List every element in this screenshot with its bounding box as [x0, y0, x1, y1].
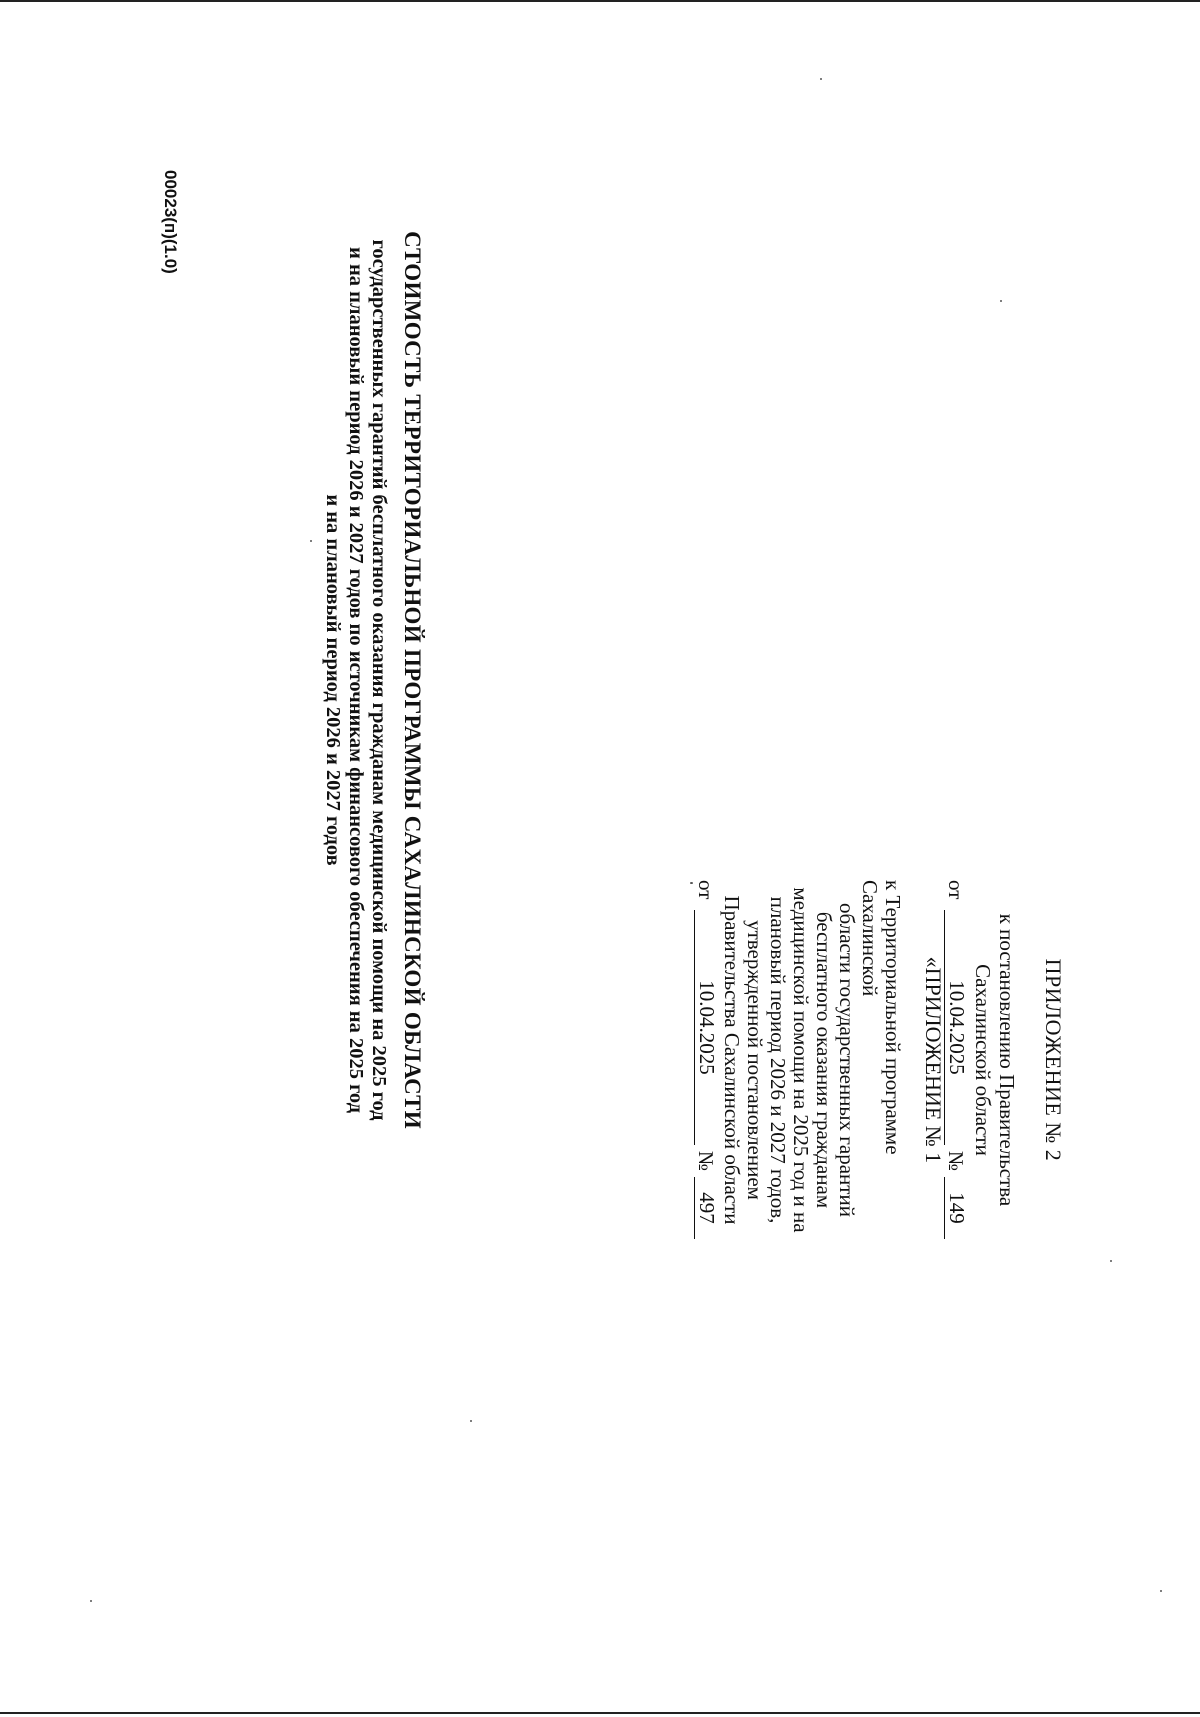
appendix-1-number: 497	[694, 1177, 718, 1239]
scan-speck	[470, 1420, 472, 1422]
appendix-2-block	[944, 880, 1065, 1240]
appendix-1-block	[694, 880, 945, 1240]
appendix-2-line-1: к постановлению Правительства	[995, 913, 1019, 1207]
appendix-1-line: медицинской помощи на 2025 год и на	[789, 887, 813, 1233]
appendix-1-from-label: от	[694, 880, 718, 900]
document-subtitle-line-2: и на плановый период 2026 и 2027 годов по источникам финансового обеспечения на 2025 год	[345, 247, 367, 1113]
appendix-2-date-row	[944, 880, 969, 1240]
appendix-1-title: «ПРИЛОЖЕНИЕ № 1	[921, 956, 946, 1164]
appendix-1-line: к Территориальной программе Сахалинской	[858, 880, 905, 1155]
appendix-1-line: бесплатного оказания гражданам	[812, 911, 836, 1209]
document-subtitle-line-1: государственных гарантий бесплатного оказания гражданам медицинской помощи на 2025 год	[368, 239, 390, 1121]
appendix-2-from-label: от	[944, 880, 968, 900]
appendix-1-line: Правительства Сахалинской области	[720, 895, 744, 1225]
scan-speck	[820, 78, 822, 80]
appendix-2-line-2: Сахалинской области	[971, 964, 995, 1156]
appendix-2-title: ПРИЛОЖЕНИЕ № 2	[1041, 958, 1066, 1162]
appendix-1-number-label: №	[694, 1150, 718, 1172]
document-subtitle-line-3: и на плановый период 2026 и 2027 годов	[322, 494, 344, 866]
scan-speck	[1160, 1590, 1162, 1592]
scan-speck	[690, 882, 693, 884]
appendix-2-number: 149	[944, 1177, 969, 1239]
document-subtitle	[321, 60, 390, 1300]
appendix-1-line: области государственных гарантий	[835, 903, 859, 1217]
appendix-2-date: 10.04.2025	[944, 910, 969, 1145]
appendix-1-line: утвержденной постановлением	[743, 920, 767, 1200]
document-main-title: СТОИМОСТЬ ТЕРРИТОРИАЛЬНОЙ ПРОГРАММЫ САХАЛИНСКОЙ ОБЛАСТИ	[400, 231, 425, 1129]
appendix-1-line: плановый период 2026 и 2027 годов,	[766, 896, 790, 1224]
scan-speck	[310, 540, 312, 542]
scan-speck	[1110, 1260, 1112, 1262]
appendix-2-number-label: №	[944, 1150, 968, 1172]
appendix-1-date-row	[694, 880, 718, 1240]
appendix-1-date: 10.04.2025	[694, 910, 718, 1145]
scan-speck	[1000, 300, 1002, 302]
appendix-1-text	[720, 880, 904, 1240]
document-code: 00023(п)(1.0)	[161, 170, 180, 274]
scan-speck	[90, 1600, 92, 1602]
